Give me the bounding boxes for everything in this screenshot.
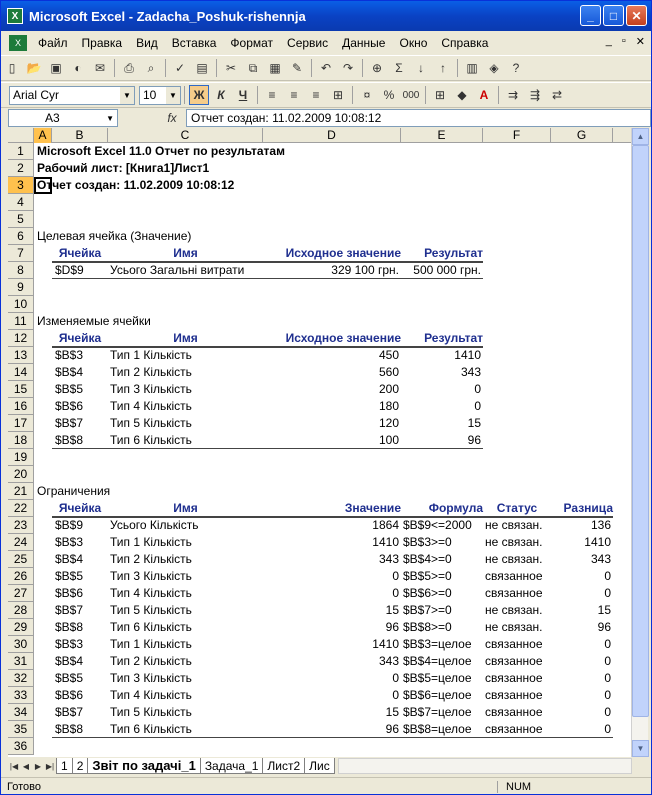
table-row-cell[interactable]: не связан.: [485, 620, 543, 634]
formula-input[interactable]: Отчет создан: 11.02.2009 10:08:12: [186, 109, 651, 127]
column-header-b[interactable]: B: [52, 128, 108, 143]
formula-bar: [1, 108, 651, 128]
table-row-cell[interactable]: 0: [392, 586, 399, 600]
table-row-cell[interactable]: Тип 6 Кількість: [110, 722, 192, 736]
trace-dependents-icon[interactable]: ⇶: [529, 88, 541, 102]
table-row-cell[interactable]: $B$8: [55, 722, 84, 736]
table-row-cell[interactable]: 96: [385, 722, 399, 736]
table-row-cell[interactable]: $B$8=целое: [403, 722, 472, 736]
table-row-cell[interactable]: $B$7: [55, 416, 84, 430]
report-title[interactable]: Microsoft Excel 11.0 Отчет по результатам: [37, 144, 285, 158]
thousands-icon[interactable]: 000: [402, 89, 420, 101]
table-row-cell[interactable]: 0: [604, 637, 611, 651]
table-row-cell[interactable]: 0: [474, 399, 481, 413]
row-header[interactable]: 23: [8, 517, 34, 534]
table-row-cell[interactable]: $B$5: [55, 382, 84, 396]
row-header[interactable]: 16: [8, 398, 34, 415]
menu-tools[interactable]: Сервис: [287, 36, 329, 50]
table-row-cell[interactable]: Тип 4 Кількість: [110, 399, 192, 413]
table-row-cell[interactable]: $B$4: [55, 654, 84, 668]
row-header[interactable]: 27: [8, 585, 34, 602]
table-row-cell[interactable]: Тип 5 Кількість: [110, 705, 192, 719]
chevron-down-icon[interactable]: ▼: [106, 113, 114, 123]
report-created[interactable]: Отчет создан: 11.02.2009 10:08:12: [37, 178, 235, 192]
row-header[interactable]: 13: [8, 347, 34, 364]
table-row-cell[interactable]: 1410: [372, 535, 399, 549]
merge-center-icon[interactable]: ⊞: [332, 88, 344, 102]
table-row-cell[interactable]: 1410: [584, 535, 611, 549]
row-header[interactable]: 18: [8, 432, 34, 449]
table-row-cell[interactable]: Тип 2 Кількість: [110, 654, 192, 668]
table-row-cell[interactable]: $B$6: [55, 688, 84, 702]
fx-icon[interactable]: fx: [167, 111, 177, 125]
table-row-cell[interactable]: $B$5>=0: [403, 569, 452, 583]
currency-icon[interactable]: ¤: [363, 88, 371, 102]
table-row-cell[interactable]: 15: [385, 705, 399, 719]
row-header[interactable]: 17: [8, 415, 34, 432]
column-label[interactable]: Статус: [496, 501, 538, 515]
sheet-tab-1[interactable]: 1: [56, 758, 73, 774]
row-header[interactable]: 26: [8, 568, 34, 585]
row-header[interactable]: 12: [8, 330, 34, 347]
table-border: [52, 448, 483, 449]
table-row-cell[interactable]: 343: [378, 654, 399, 668]
table-row-cell[interactable]: связанное: [485, 688, 543, 702]
underline-icon[interactable]: Ч: [238, 88, 248, 102]
table-row-cell[interactable]: 0: [392, 688, 399, 702]
table-row-cell[interactable]: $B$7>=0: [403, 603, 452, 617]
table-row-cell[interactable]: 0: [474, 382, 481, 396]
section-title[interactable]: Ограничения: [37, 484, 111, 498]
doc-close-icon[interactable]: ✕: [635, 36, 645, 48]
table-row-cell[interactable]: $B$6: [55, 399, 84, 413]
menu-bar: [1, 32, 651, 54]
num-lock-indicator: NUM: [497, 781, 557, 793]
doc-restore-icon[interactable]: ▫: [621, 35, 626, 47]
spelling-icon[interactable]: ✓: [174, 61, 186, 75]
table-border: [52, 737, 613, 738]
sort-asc-icon[interactable]: ↓: [418, 61, 424, 75]
fill-color-icon[interactable]: ◆: [457, 88, 467, 102]
column-label[interactable]: Ячейка: [58, 331, 102, 345]
sort-desc-icon[interactable]: ↑: [440, 61, 446, 75]
trace-precedents-icon[interactable]: ⇉: [507, 88, 519, 102]
row-header[interactable]: 3: [8, 177, 34, 194]
align-center-icon[interactable]: ≡: [290, 88, 298, 102]
name-box-value: A3: [45, 111, 60, 125]
font-size-value: 10: [143, 88, 157, 102]
format-painter-icon[interactable]: ✎: [291, 61, 303, 75]
row-header[interactable]: 14: [8, 364, 34, 381]
column-label[interactable]: Результат: [424, 331, 483, 345]
table-row-cell[interactable]: Тип 4 Кількість: [110, 688, 192, 702]
permission-icon[interactable]: ◐: [74, 61, 82, 75]
remove-arrows-icon[interactable]: ⇄: [551, 88, 563, 102]
table-row-cell[interactable]: $B$9<=2000: [403, 518, 472, 532]
table-row-cell[interactable]: $B$3: [55, 637, 84, 651]
section-title[interactable]: Изменяемые ячейки: [37, 314, 151, 328]
row-header[interactable]: 36: [8, 738, 34, 755]
table-row-cell[interactable]: Тип 1 Кількість: [110, 348, 192, 362]
column-label[interactable]: Исходное значение: [285, 246, 401, 260]
table-row-cell[interactable]: 343: [378, 552, 399, 566]
prev-sheet-icon[interactable]: ◀: [22, 761, 30, 771]
row-header[interactable]: 31: [8, 653, 34, 670]
table-row-cell[interactable]: связанное: [485, 722, 543, 736]
table-row-cell[interactable]: $B$8>=0: [403, 620, 452, 634]
table-row-cell[interactable]: 0: [604, 654, 611, 668]
table-row-cell[interactable]: $B$5: [55, 671, 84, 685]
next-sheet-icon[interactable]: ▶: [34, 761, 42, 771]
print-icon[interactable]: ⎙: [124, 60, 134, 75]
row-header[interactable]: 35: [8, 721, 34, 738]
scroll-down-icon[interactable]: ▼: [632, 740, 649, 757]
align-left-icon[interactable]: ≡: [268, 88, 276, 102]
row-header[interactable]: 15: [8, 381, 34, 398]
table-row-cell[interactable]: $B$8: [55, 620, 84, 634]
maximize-button[interactable]: □: [603, 5, 624, 26]
vertical-scrollbar[interactable]: [631, 128, 648, 757]
table-row-cell[interactable]: 1410: [372, 637, 399, 651]
table-row-cell[interactable]: 343: [460, 365, 481, 379]
doc-minimize-icon[interactable]: _: [605, 35, 612, 47]
column-label[interactable]: Результат: [424, 246, 483, 260]
email-icon[interactable]: ✉: [94, 61, 106, 75]
title-bar: [1, 1, 651, 31]
table-row-cell[interactable]: Тип 5 Кількість: [110, 603, 192, 617]
table-row-cell[interactable]: связанное: [485, 671, 543, 685]
table-row-cell[interactable]: 560: [378, 365, 399, 379]
table-row-cell[interactable]: $B$6>=0: [403, 586, 452, 600]
table-row-cell[interactable]: 1864: [372, 518, 399, 532]
table-row-cell[interactable]: $B$7=целое: [403, 705, 472, 719]
table-row-cell[interactable]: 15: [385, 603, 399, 617]
table-row-cell[interactable]: Тип 1 Кількість: [110, 637, 192, 651]
hyperlink-icon[interactable]: ⊕: [371, 61, 383, 75]
table-row-cell[interactable]: 450: [378, 348, 399, 362]
bold-icon[interactable]: Ж: [189, 85, 209, 105]
table-row-cell[interactable]: $D$9: [55, 263, 84, 277]
menu-window[interactable]: Окно: [399, 36, 428, 50]
sheet-tab-2[interactable]: 2: [72, 758, 89, 774]
row-header[interactable]: 20: [8, 466, 34, 483]
row-header[interactable]: 19: [8, 449, 34, 466]
row-header[interactable]: 28: [8, 602, 34, 619]
menu-format[interactable]: Формат: [230, 36, 274, 50]
column-header-g[interactable]: G: [551, 128, 613, 143]
sheet-tab-list2[interactable]: Лист2: [262, 758, 305, 774]
italic-icon[interactable]: К: [217, 88, 225, 102]
row-header[interactable]: 2: [8, 160, 34, 177]
scroll-up-icon[interactable]: ▲: [632, 128, 649, 145]
redo-icon[interactable]: ↷: [342, 61, 354, 75]
sheet-tab-report[interactable]: Звіт по задачі_1: [87, 758, 200, 774]
table-row-cell[interactable]: 96: [597, 620, 611, 634]
table-row-cell[interactable]: 0: [604, 722, 611, 736]
table-row-cell[interactable]: Усього Загальні витрати: [110, 263, 245, 277]
table-row-cell[interactable]: 0: [604, 688, 611, 702]
table-row-cell[interactable]: Усього Кількість: [110, 518, 199, 532]
research-icon[interactable]: ▤: [196, 61, 208, 75]
copy-icon[interactable]: ⧉: [248, 60, 258, 75]
table-row-cell[interactable]: $B$7: [55, 603, 84, 617]
table-row-cell[interactable]: 500 000 грн.: [413, 263, 481, 277]
last-sheet-icon[interactable]: ▶|: [45, 761, 55, 771]
table-row-cell[interactable]: 0: [604, 705, 611, 719]
column-header-a[interactable]: A: [34, 128, 52, 143]
table-row-cell[interactable]: $B$3>=0: [403, 535, 452, 549]
table-row-cell[interactable]: 200: [378, 382, 399, 396]
row-header[interactable]: 21: [8, 483, 34, 500]
scroll-thumb[interactable]: [632, 145, 649, 717]
table-row-cell[interactable]: Тип 3 Кількість: [110, 671, 192, 685]
table-row-cell[interactable]: не связан.: [485, 552, 543, 566]
section-title[interactable]: Целевая ячейка (Значение): [37, 229, 192, 243]
save-icon[interactable]: ▣: [50, 61, 62, 75]
table-row-cell[interactable]: 100: [378, 433, 399, 447]
column-label[interactable]: Имя: [173, 331, 198, 345]
table-row-cell[interactable]: 0: [604, 569, 611, 583]
table-row-cell[interactable]: связанное: [485, 705, 543, 719]
align-right-icon[interactable]: ≡: [312, 88, 320, 102]
row-header[interactable]: 30: [8, 636, 34, 653]
table-row-cell[interactable]: $B$4=целое: [403, 654, 472, 668]
column-header-c[interactable]: C: [108, 128, 263, 143]
table-row-cell[interactable]: 180: [378, 399, 399, 413]
table-row-cell[interactable]: Тип 5 Кількість: [110, 416, 192, 430]
chevron-down-icon[interactable]: ▼: [120, 87, 134, 104]
worksheet-grid[interactable]: [8, 128, 632, 757]
row-header[interactable]: 24: [8, 534, 34, 551]
menu-file[interactable]: Файл: [38, 36, 68, 50]
table-row-cell[interactable]: Тип 2 Кількість: [110, 365, 192, 379]
report-sheet[interactable]: Рабочий лист: [Книга1]Лист1: [37, 161, 210, 175]
table-row-cell[interactable]: связанное: [485, 586, 543, 600]
formatting-toolbar: [1, 82, 651, 108]
table-row-cell[interactable]: не связан.: [485, 535, 543, 549]
chevron-down-icon[interactable]: ▼: [166, 87, 180, 104]
borders-icon[interactable]: ⊞: [434, 88, 446, 102]
active-cell-border: [34, 177, 52, 194]
row-header[interactable]: 11: [8, 313, 34, 330]
name-box[interactable]: [8, 109, 118, 127]
sheet-tab-lis[interactable]: Лис: [304, 758, 335, 774]
excel-app-icon[interactable]: X: [7, 8, 23, 24]
drawing-icon[interactable]: ◈: [489, 61, 499, 75]
workbook-icon[interactable]: X: [9, 35, 27, 51]
sheet-tab-task[interactable]: Задача_1: [200, 758, 264, 774]
column-header-bar: [8, 128, 632, 143]
table-row-cell[interactable]: 96: [385, 620, 399, 634]
table-row-cell[interactable]: Тип 6 Кількість: [110, 433, 192, 447]
paste-icon[interactable]: ▦: [269, 61, 281, 75]
table-row-cell[interactable]: $B$9: [55, 518, 84, 532]
row-header[interactable]: 22: [8, 500, 34, 517]
table-row-cell[interactable]: 120: [378, 416, 399, 430]
table-row-cell[interactable]: не связан.: [485, 518, 543, 532]
column-label[interactable]: Исходное значение: [285, 331, 401, 345]
chart-wizard-icon[interactable]: ▥: [466, 61, 478, 75]
row-header[interactable]: 34: [8, 704, 34, 721]
status-text: Готово: [7, 780, 41, 793]
table-row-cell[interactable]: 15: [467, 416, 481, 430]
table-row-cell[interactable]: 15: [597, 603, 611, 617]
column-label[interactable]: Ячейка: [58, 501, 102, 515]
menu-help[interactable]: Справка: [441, 36, 489, 50]
row-header[interactable]: 5: [8, 211, 34, 228]
font-name-value: Arial Cyr: [13, 88, 60, 102]
column-label[interactable]: Разница: [563, 501, 613, 515]
font-name-combo[interactable]: [9, 86, 135, 105]
table-row-cell[interactable]: не связан.: [485, 603, 543, 617]
table-row-cell[interactable]: Тип 6 Кількість: [110, 620, 192, 634]
table-row-cell[interactable]: Тип 3 Кількість: [110, 382, 192, 396]
row-header[interactable]: 1: [8, 143, 34, 160]
table-row-cell[interactable]: $B$3=целое: [403, 637, 472, 651]
table-row-cell[interactable]: $B$6: [55, 586, 84, 600]
table-row-cell[interactable]: 0: [392, 671, 399, 685]
table-row-cell[interactable]: $B$3: [55, 348, 84, 362]
table-row-cell[interactable]: 329 100 грн.: [331, 263, 399, 277]
table-row-cell[interactable]: 0: [604, 671, 611, 685]
table-row-cell[interactable]: $B$4: [55, 552, 84, 566]
menu-insert[interactable]: Вставка: [171, 36, 217, 50]
row-header[interactable]: 7: [8, 245, 34, 262]
column-label[interactable]: Ячейка: [58, 246, 102, 260]
menu-view[interactable]: Вид: [136, 36, 158, 50]
table-row-cell[interactable]: связанное: [485, 637, 543, 651]
table-row-cell[interactable]: 136: [590, 518, 611, 532]
autosum-icon[interactable]: Σ: [395, 61, 403, 75]
table-row-cell[interactable]: $B$8: [55, 433, 84, 447]
menu-data[interactable]: Данные: [342, 36, 386, 50]
table-row-cell[interactable]: 96: [467, 433, 481, 447]
standard-toolbar: [1, 55, 651, 81]
row-header[interactable]: 6: [8, 228, 34, 245]
table-row-cell[interactable]: $B$7: [55, 705, 84, 719]
table-row-cell[interactable]: связанное: [485, 654, 543, 668]
table-row-cell[interactable]: $B$5=целое: [403, 671, 472, 685]
row-header[interactable]: 8: [8, 262, 34, 279]
table-row-cell[interactable]: Тип 1 Кількість: [110, 535, 192, 549]
font-size-combo[interactable]: [139, 86, 181, 105]
table-row-cell[interactable]: Тип 4 Кількість: [110, 586, 192, 600]
horizontal-scrollbar[interactable]: [338, 758, 632, 774]
menu-edit[interactable]: Правка: [81, 36, 123, 50]
table-border: [52, 278, 483, 279]
row-header[interactable]: 10: [8, 296, 34, 313]
table-row-cell[interactable]: $B$6=целое: [403, 688, 472, 702]
table-row-cell[interactable]: $B$4>=0: [403, 552, 452, 566]
row-header[interactable]: 33: [8, 687, 34, 704]
status-bar: [1, 777, 651, 795]
sheet-tab-bar: [8, 757, 632, 775]
table-row-cell[interactable]: 343: [590, 552, 611, 566]
row-header[interactable]: 4: [8, 194, 34, 211]
print-preview-icon[interactable]: ⌕: [147, 60, 155, 75]
font-color-icon[interactable]: A: [479, 88, 489, 102]
table-row-cell[interactable]: 0: [604, 586, 611, 600]
column-label[interactable]: Формула: [428, 501, 483, 515]
help-icon[interactable]: ?: [512, 61, 520, 75]
first-sheet-icon[interactable]: |◀: [9, 761, 19, 771]
close-button[interactable]: ✕: [626, 5, 647, 26]
select-all-corner[interactable]: [8, 128, 34, 143]
row-header[interactable]: 9: [8, 279, 34, 296]
percent-icon[interactable]: %: [383, 88, 395, 102]
table-row-cell[interactable]: $B$4: [55, 365, 84, 379]
table-row-cell[interactable]: $B$5: [55, 569, 84, 583]
new-icon[interactable]: ▯: [8, 61, 16, 75]
table-row-cell[interactable]: 1410: [454, 348, 481, 362]
window-title: Microsoft Excel - Zadacha_Poshuk-rishennja: [29, 8, 306, 24]
minimize-button[interactable]: _: [580, 5, 601, 26]
column-label[interactable]: Имя: [173, 501, 198, 515]
open-icon[interactable]: 📂: [26, 61, 42, 75]
column-label[interactable]: Значение: [344, 501, 401, 515]
cut-icon[interactable]: ✂: [225, 61, 237, 75]
column-header-d[interactable]: D: [263, 128, 401, 143]
table-row-cell[interactable]: связанное: [485, 569, 543, 583]
column-header-e[interactable]: E: [401, 128, 483, 143]
table-row-cell[interactable]: Тип 3 Кількість: [110, 569, 192, 583]
row-header[interactable]: 32: [8, 670, 34, 687]
column-header-f[interactable]: F: [483, 128, 551, 143]
row-header[interactable]: 29: [8, 619, 34, 636]
column-label[interactable]: Имя: [173, 246, 198, 260]
table-row-cell[interactable]: Тип 2 Кількість: [110, 552, 192, 566]
undo-icon[interactable]: ↶: [320, 61, 332, 75]
row-header[interactable]: 25: [8, 551, 34, 568]
table-row-cell[interactable]: $B$3: [55, 535, 84, 549]
table-row-cell[interactable]: 0: [392, 569, 399, 583]
